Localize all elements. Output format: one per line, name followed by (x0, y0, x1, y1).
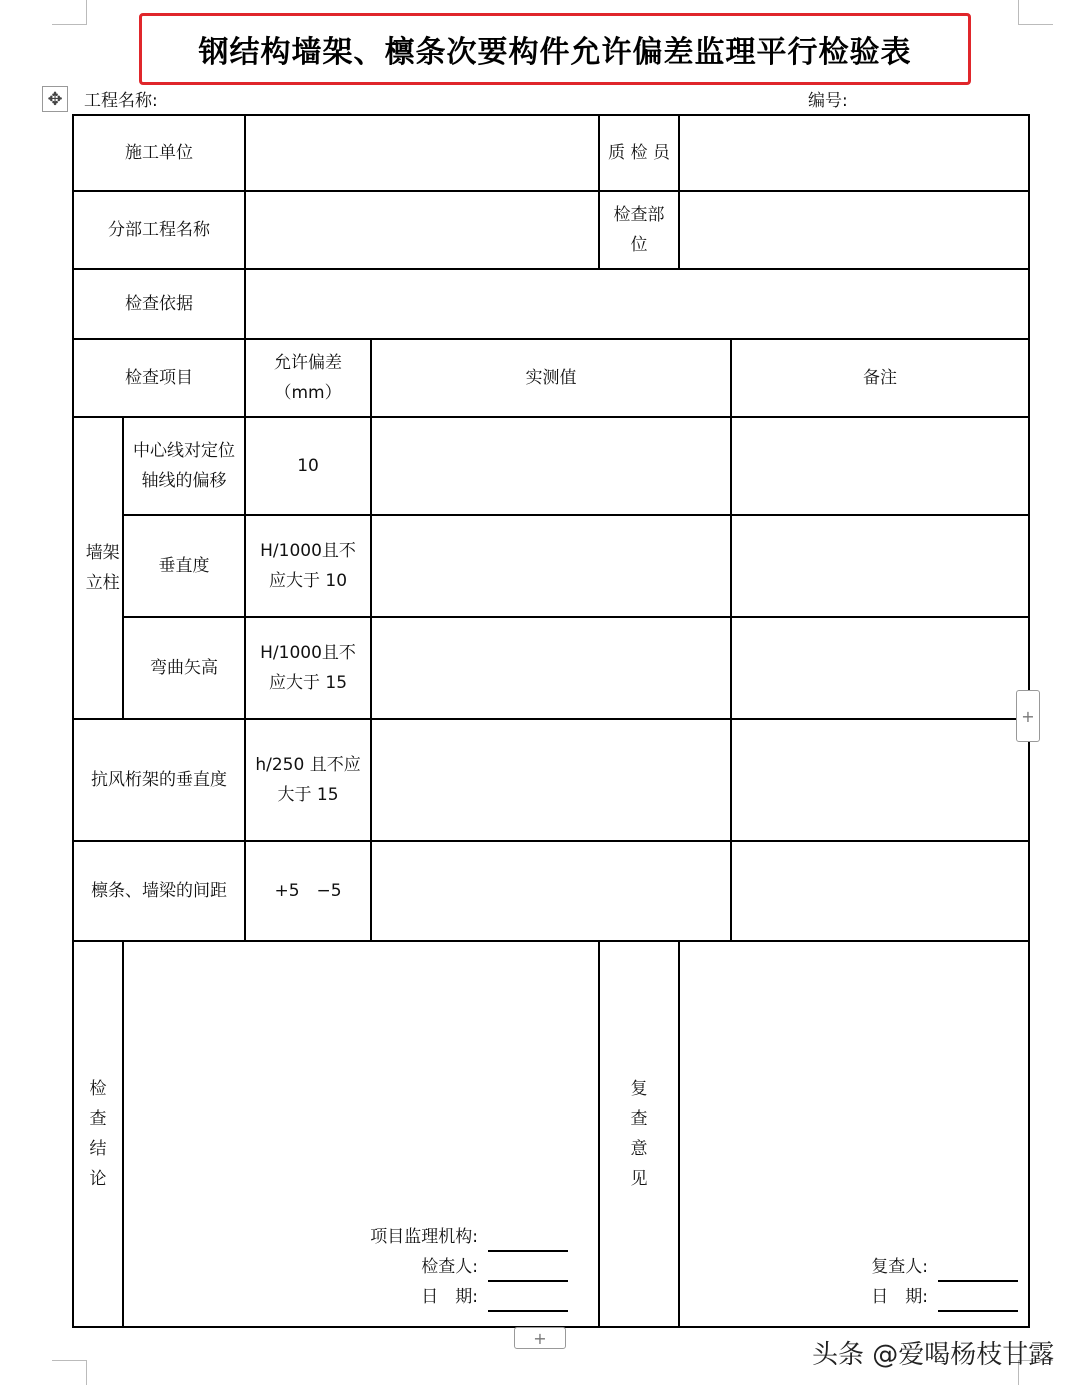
tolerance-row-4: h/250 且不应大于 15 (245, 719, 371, 841)
col-header-remark: 备注 (731, 339, 1029, 417)
group-wall-column-label: 墙架立柱 (73, 417, 123, 719)
tolerance-row-5: +5 −5 (245, 841, 371, 941)
watermark: 头条 @爱喝杨枝甘露 (812, 1340, 1055, 1370)
review-sign-block (871, 1252, 1018, 1312)
item-row-4: 抗风桁架的垂直度 (73, 719, 245, 841)
measured-row-3[interactable] (371, 617, 731, 719)
tolerance-row-2: H/1000且不应大于 10 (245, 515, 371, 617)
project-name-label: 工程名称: (84, 91, 158, 111)
page-corner-mark (1018, 0, 1053, 25)
table-move-handle-icon[interactable]: ✥ (42, 86, 68, 112)
measured-row-4[interactable] (371, 719, 731, 841)
checker-signature-line[interactable] (488, 1262, 568, 1282)
col-header-item: 检查项目 (73, 339, 245, 417)
supervision-org-signature-line[interactable] (488, 1232, 568, 1252)
review-date-line[interactable] (938, 1292, 1018, 1312)
inspection-location-label: 检查部位 (599, 191, 679, 269)
page-corner-mark (52, 0, 87, 25)
inspection-location-field[interactable] (679, 191, 1029, 269)
add-column-plus-icon[interactable]: + (1016, 690, 1040, 742)
measured-row-5[interactable] (371, 841, 731, 941)
checker-label: 检查人: (421, 1257, 479, 1277)
remark-row-5[interactable] (731, 841, 1029, 941)
tolerance-row-3: H/1000且不应大于 15 (245, 617, 371, 719)
item-row-1: 中心线对定位轴线的偏移 (123, 417, 245, 515)
supervision-org-label: 项目监理机构: (370, 1227, 479, 1247)
inspection-basis-field[interactable] (245, 269, 1029, 339)
document-title-box (139, 13, 971, 85)
remark-row-1[interactable] (731, 417, 1029, 515)
page-corner-mark (52, 1360, 87, 1385)
col-header-tolerance: 允许偏差（mm） (245, 339, 371, 417)
review-date-label: 日 期: (871, 1287, 929, 1307)
number-label: 编号: (808, 91, 848, 111)
construction-unit-field[interactable] (245, 115, 599, 191)
inspector-label: 质 检 员 (599, 115, 679, 191)
item-row-5: 檩条、墙梁的间距 (73, 841, 245, 941)
add-row-plus-icon[interactable]: + (514, 1327, 566, 1349)
item-row-3: 弯曲矢高 (123, 617, 245, 719)
conclusion-date-label: 日 期: (421, 1287, 479, 1307)
reviewer-label: 复查人: (871, 1257, 929, 1277)
review-label: 复查意见 (599, 941, 679, 1327)
measured-row-1[interactable] (371, 417, 731, 515)
inspection-basis-label: 检查依据 (73, 269, 245, 339)
construction-unit-label: 施工单位 (73, 115, 245, 191)
col-header-measured: 实测值 (371, 339, 731, 417)
remark-row-3[interactable] (731, 617, 1029, 719)
review-area[interactable] (679, 941, 1029, 1327)
remark-row-4[interactable] (731, 719, 1029, 841)
remark-row-2[interactable] (731, 515, 1029, 617)
inspector-field[interactable] (679, 115, 1029, 191)
sub-project-label: 分部工程名称 (73, 191, 245, 269)
item-row-2: 垂直度 (123, 515, 245, 617)
tolerance-row-1: 10 (245, 417, 371, 515)
conclusion-area[interactable] (123, 941, 599, 1327)
sub-project-field[interactable] (245, 191, 599, 269)
document-title: 钢结构墙架、檩条次要构件允许偏差监理平行检验表 (198, 35, 912, 70)
conclusion-label: 检查结论 (73, 941, 123, 1327)
conclusion-sign-block (370, 1222, 568, 1312)
measured-row-2[interactable] (371, 515, 731, 617)
inspection-table (72, 114, 1030, 1328)
reviewer-signature-line[interactable] (938, 1262, 1018, 1282)
conclusion-date-line[interactable] (488, 1292, 568, 1312)
